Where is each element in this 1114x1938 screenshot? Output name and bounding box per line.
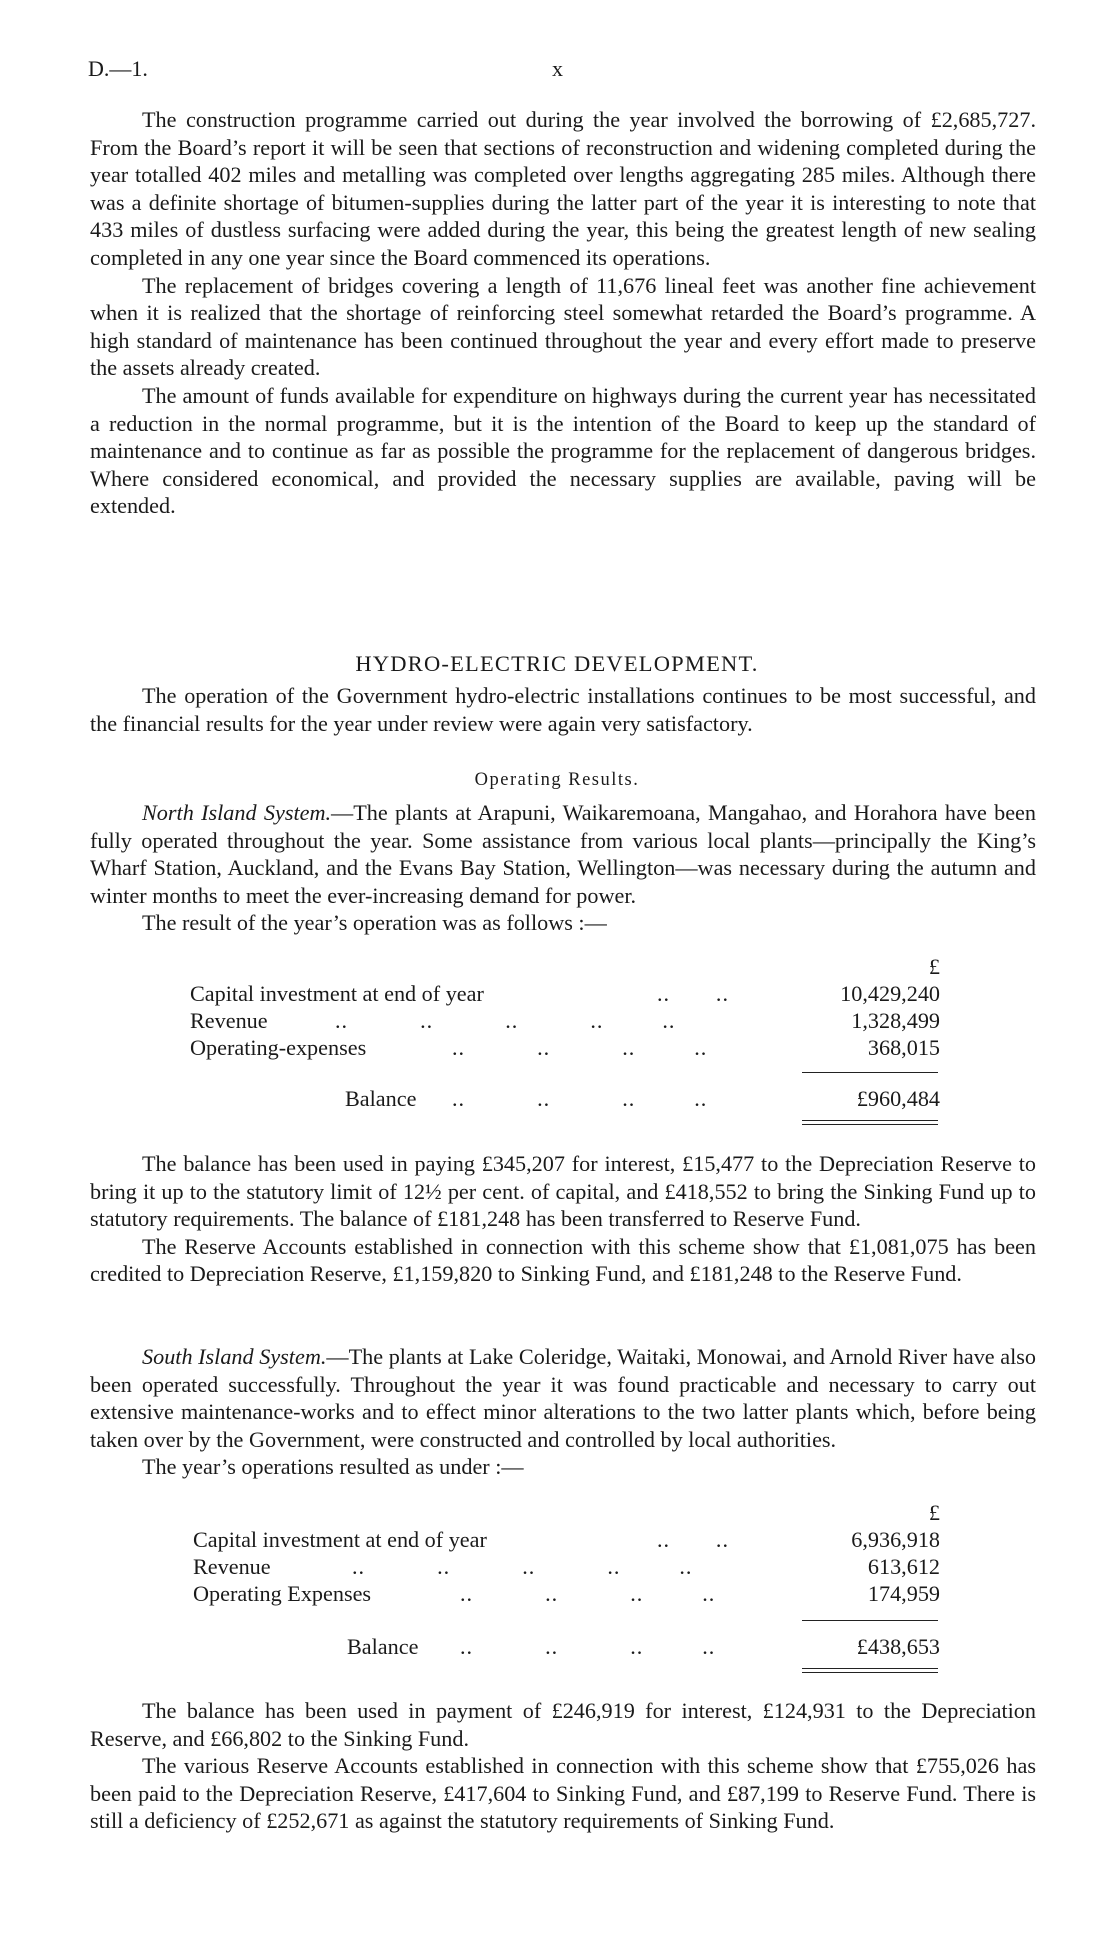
leader-dots: .. .. .. ..	[452, 1086, 708, 1111]
paragraph: The balance has been used in paying £345,207 for interest, £15,477 to the Depreciation Reserve to bring it up to the statutory limit of 12½ per cent. of capital, and £418,552 to bring the Sinking Fund up to statutory requirements. The balance of £181,248 has been transferred to Reserve Fund.	[90, 1151, 1036, 1232]
table-row	[0, 981, 1114, 1009]
table-row	[0, 1527, 1114, 1555]
balance-label: Balance	[347, 1634, 419, 1659]
balance-row	[0, 1086, 1114, 1114]
row-label: Revenue	[193, 1554, 271, 1579]
paragraph-body: —The plants at Lake Coleridge, Waitaki, Monowai, and Arnold River have also been operated successfully. Throughout the year it was found practicable and necessary to carry out extensive maintenance-works and to effect minor alterations to the two latter plants which, before being taken over by the Government, were constructed and controlled by local authorities.	[90, 1344, 1036, 1452]
row-value: 1,328,499	[851, 1008, 940, 1033]
balance-label: Balance	[345, 1086, 417, 1111]
paragraph	[90, 799, 1036, 909]
row-value: 613,612	[867, 1554, 940, 1579]
page-number: x	[552, 56, 563, 81]
leader-dots: .. .. .. ..	[452, 1035, 708, 1060]
paragraph: The Reserve Accounts established in connection with this scheme show that £1,081,075 has been credited to Depreciation Reserve, £1,159,820 to Sinking Fund, and £181,248 to the Reserve Fund.	[90, 1233, 1036, 1287]
currency-symbol: £	[928, 954, 940, 979]
leader-dots: .. .. .. .. ..	[335, 1008, 676, 1033]
balance-row	[0, 1634, 1114, 1662]
paragraph: The result of the year’s operation was as follows :—	[142, 910, 607, 936]
row-label: Operating Expenses	[193, 1581, 372, 1606]
row-value: 174,959	[867, 1581, 940, 1606]
paragraph	[90, 1343, 1036, 1453]
paragraph: The year’s operations resulted as under :—	[142, 1454, 524, 1480]
section-heading: HYDRO-ELECTRIC DEVELOPMENT.	[355, 651, 759, 676]
balance-value: £960,484	[856, 1086, 940, 1111]
leader-dots: .. .. .. ..	[460, 1581, 716, 1606]
table-row	[0, 1554, 1114, 1582]
north-island-notes	[90, 1150, 1036, 1288]
paragraph: The amount of funds available for expenditure on highways during the current year has necessitated a reduction in the normal programme, but it is the intention of the Board to keep up the standard of maintenance and to continue as far as possible the programme for the replacement of dangerous bridges. Where considered economical, and provided the necessary supplies are available, paving will be extended.	[90, 382, 1036, 519]
paragraph-lead: South Island System.	[142, 1344, 327, 1369]
row-value: 368,015	[867, 1035, 940, 1060]
row-value: 10,429,240	[840, 981, 940, 1006]
subheading: Operating Results.	[474, 770, 640, 790]
row-label: Revenue	[190, 1008, 268, 1033]
sum-rule	[802, 1620, 938, 1621]
currency-symbol: £	[928, 1500, 940, 1525]
row-label: Capital investment at end of year	[193, 1527, 487, 1552]
sum-rule	[802, 1072, 938, 1073]
row-value: 6,936,918	[851, 1527, 940, 1552]
leader-dots: .. ..	[657, 981, 730, 1006]
highways-section	[90, 106, 1036, 520]
leader-dots: .. .. .. .. ..	[352, 1554, 693, 1579]
row-label: Capital investment at end of year	[190, 981, 484, 1006]
row-label: Operating-expenses	[190, 1035, 367, 1060]
paragraph-body: —The plants at Arapuni, Waikaremoana, Mangahao, and Horahora have been fully operated throughout the year. Some assistance from various local plants—principally the King’s Wharf Station, Auckland, and the Evans Bay Station, Wellington—was necessary during the autumn and winter months to meet the ever-increasing demand for power.	[90, 800, 1036, 908]
south-island-section	[90, 1343, 1036, 1481]
paragraph: The construction programme carried out during the year involved the borrowing of £2,685,727. From the Board’s report it will be seen that sections of reconstruction and widening completed during the year totalled 402 miles and metalling was completed over lengths aggregating 285 miles. Although there was a definite shortage of bitumen-supplies during the latter part of the year it is interesting to note that 433 miles of dustless surfacing were added during the year, this being the greatest length of new sealing completed in any one year since the Board commenced its operations.	[90, 107, 1036, 270]
paragraph: The various Reserve Accounts established in connection with this scheme show that £755,026 has been paid to the Depreciation Reserve, £417,604 to Sinking Fund, and £87,199 to Reserve Fund. There is still a deficiency of £252,671 as against the statutory requirements of Sinking Fund.	[90, 1753, 1036, 1834]
paragraph: The operation of the Government hydro-electric installations continues to be most successful, and the financial results for the year under review were again very satisfactory.	[90, 683, 1036, 736]
leader-dots: .. ..	[657, 1527, 730, 1552]
south-island-notes	[90, 1697, 1036, 1835]
hydro-intro	[90, 682, 1036, 737]
table-row	[0, 1581, 1114, 1609]
north-island-section	[90, 799, 1036, 937]
paragraph: The replacement of bridges covering a length of 11,676 lineal feet was another fine achievement when it is realized that the shortage of reinforcing steel somewhat retarded the Board’s programme. A high standard of maintenance has been continued throughout the year and every effort made to preserve the assets already created.	[90, 272, 1036, 381]
table-row	[0, 1008, 1114, 1036]
paragraph-lead: North Island System.	[142, 800, 332, 825]
paragraph: The balance has been used in payment of £246,919 for interest, £124,931 to the Depreciation Reserve, and £66,802 to the Sinking Fund.	[90, 1698, 1036, 1751]
page-reference: D.—1.	[88, 56, 148, 81]
table-row	[0, 1035, 1114, 1063]
leader-dots: .. .. .. ..	[460, 1634, 716, 1659]
total-double-rule	[802, 1668, 938, 1673]
total-double-rule	[802, 1120, 938, 1125]
balance-value: £438,653	[856, 1634, 940, 1659]
